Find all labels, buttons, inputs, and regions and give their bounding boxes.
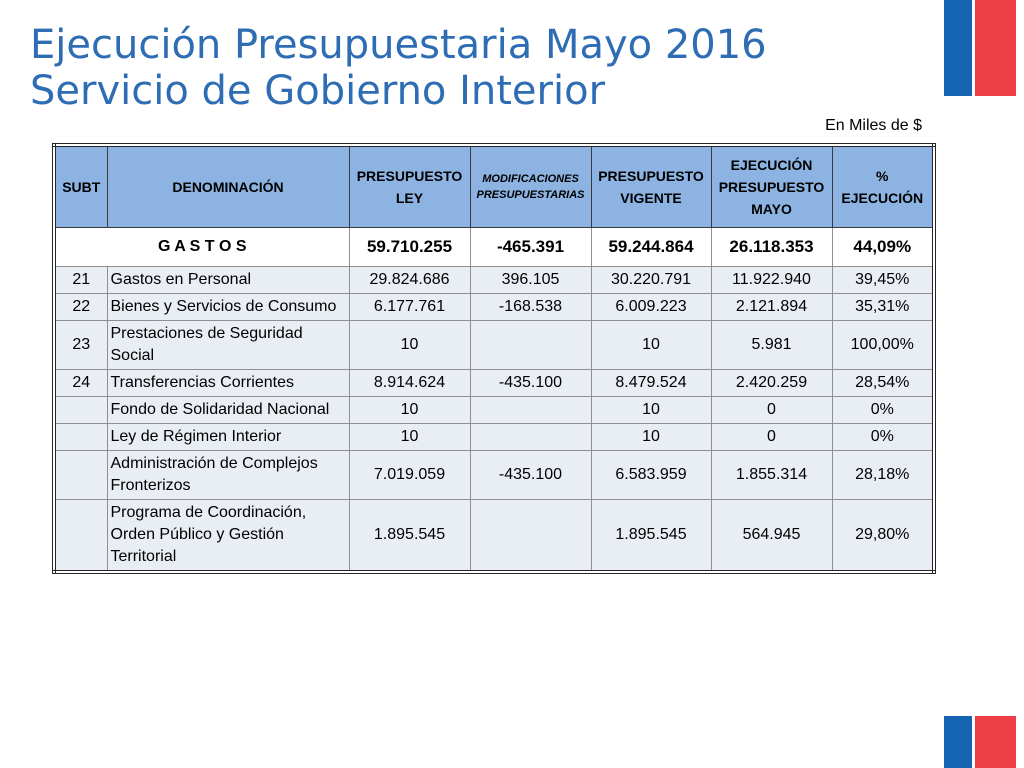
presupuesto-ley-cell: 29.824.686	[349, 266, 470, 293]
porcentaje-cell: 28,18%	[832, 450, 934, 499]
ejecucion-cell: 564.945	[711, 499, 832, 572]
porcentaje-cell: 29,80%	[832, 499, 934, 572]
denominacion-cell: Prestaciones de Seguridad Social	[107, 320, 349, 369]
ejecucion-cell: 2.121.894	[711, 293, 832, 320]
slide-title	[30, 22, 767, 114]
header-denominacion: DENOMINACIÓN	[107, 145, 349, 227]
denominacion-cell: Programa de Coordinación, Orden Público y Gestión Territorial	[107, 499, 349, 572]
total-row	[54, 227, 934, 266]
subt-cell	[54, 450, 107, 499]
total-presupuesto-ley: 59.710.255	[349, 227, 470, 266]
porcentaje-cell: 0%	[832, 423, 934, 450]
porcentaje-cell: 0%	[832, 396, 934, 423]
total-presupuesto-vigente: 59.244.864	[591, 227, 711, 266]
modificaciones-cell: 396.105	[470, 266, 591, 293]
presupuesto-ley-cell: 10	[349, 396, 470, 423]
ejecucion-cell: 0	[711, 423, 832, 450]
presupuesto-ley-cell: 6.177.761	[349, 293, 470, 320]
ejecucion-cell: 0	[711, 396, 832, 423]
table-row	[54, 450, 934, 499]
units-note: En Miles de $	[825, 117, 922, 134]
denominacion-cell: Administración de Complejos Fronterizos	[107, 450, 349, 499]
total-label: G A S T O S	[54, 227, 349, 266]
modificaciones-cell: -435.100	[470, 369, 591, 396]
header-porcentaje: % EJECUCIÓN	[832, 145, 934, 227]
presupuesto-vigente-cell: 8.479.524	[591, 369, 711, 396]
table-row	[54, 293, 934, 320]
porcentaje-cell: 39,45%	[832, 266, 934, 293]
presupuesto-vigente-cell: 6.583.959	[591, 450, 711, 499]
modificaciones-cell	[470, 396, 591, 423]
table-row	[54, 499, 934, 572]
top-red-stripe	[975, 0, 1016, 96]
porcentaje-cell: 100,00%	[832, 320, 934, 369]
table-row	[54, 423, 934, 450]
denominacion-cell: Transferencias Corrientes	[107, 369, 349, 396]
subt-cell: 21	[54, 266, 107, 293]
presupuesto-ley-cell: 1.895.545	[349, 499, 470, 572]
modificaciones-cell	[470, 320, 591, 369]
presupuesto-vigente-cell: 10	[591, 396, 711, 423]
subt-cell: 24	[54, 369, 107, 396]
table-row	[54, 369, 934, 396]
table-row	[54, 266, 934, 293]
header-modificaciones: MODIFICACIONES PRESUPUESTARIAS	[470, 145, 591, 227]
header-ejecucion: EJECUCIÓN PRESUPUESTO MAYO	[711, 145, 832, 227]
bottom-red-stripe	[975, 716, 1016, 768]
presupuesto-vigente-cell: 10	[591, 423, 711, 450]
presupuesto-vigente-cell: 10	[591, 320, 711, 369]
bottom-blue-stripe	[944, 716, 972, 768]
table-header	[54, 145, 934, 227]
modificaciones-cell	[470, 499, 591, 572]
slide-title-line-1: Ejecución Presupuestaria Mayo 2016	[30, 22, 767, 68]
subt-cell: 23	[54, 320, 107, 369]
presupuesto-vigente-cell: 1.895.545	[591, 499, 711, 572]
modificaciones-cell	[470, 423, 591, 450]
table-row	[54, 320, 934, 369]
presupuesto-ley-cell: 10	[349, 320, 470, 369]
header-presupuesto-ley: PRESUPUESTO LEY	[349, 145, 470, 227]
top-blue-stripe	[944, 0, 972, 96]
slide-title-line-2: Servicio de Gobierno Interior	[30, 68, 606, 114]
presupuesto-ley-cell: 7.019.059	[349, 450, 470, 499]
denominacion-cell: Bienes y Servicios de Consumo	[107, 293, 349, 320]
porcentaje-cell: 28,54%	[832, 369, 934, 396]
ejecucion-cell: 1.855.314	[711, 450, 832, 499]
porcentaje-cell: 35,31%	[832, 293, 934, 320]
budget-table	[52, 143, 936, 574]
modificaciones-cell: -435.100	[470, 450, 591, 499]
presupuesto-ley-cell: 8.914.624	[349, 369, 470, 396]
ejecucion-cell: 2.420.259	[711, 369, 832, 396]
table-body	[54, 227, 934, 572]
ejecucion-cell: 11.922.940	[711, 266, 832, 293]
subt-cell	[54, 396, 107, 423]
header-presupuesto-vigente: PRESUPUESTO VIGENTE	[591, 145, 711, 227]
total-modificaciones: -465.391	[470, 227, 591, 266]
denominacion-cell: Gastos en Personal	[107, 266, 349, 293]
presupuesto-vigente-cell: 6.009.223	[591, 293, 711, 320]
denominacion-cell: Ley de Régimen Interior	[107, 423, 349, 450]
total-ejecucion: 26.118.353	[711, 227, 832, 266]
ejecucion-cell: 5.981	[711, 320, 832, 369]
presupuesto-vigente-cell: 30.220.791	[591, 266, 711, 293]
header-subt: SUBT	[54, 145, 107, 227]
denominacion-cell: Fondo de Solidaridad Nacional	[107, 396, 349, 423]
subt-cell: 22	[54, 293, 107, 320]
presupuesto-ley-cell: 10	[349, 423, 470, 450]
modificaciones-cell: -168.538	[470, 293, 591, 320]
subt-cell	[54, 499, 107, 572]
header-row	[54, 145, 934, 227]
table-row	[54, 396, 934, 423]
subt-cell	[54, 423, 107, 450]
total-porcentaje: 44,09%	[832, 227, 934, 266]
